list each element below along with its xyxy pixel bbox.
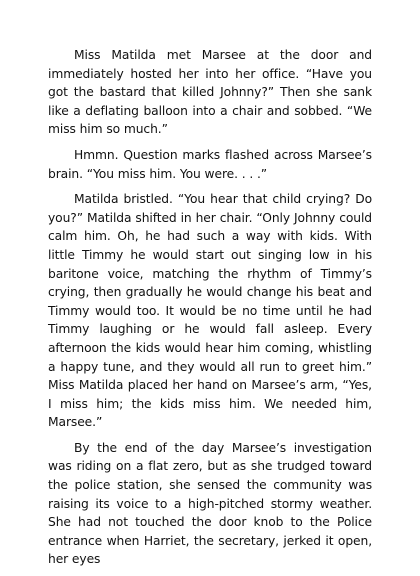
document-page bbox=[48, 46, 372, 576]
paragraph-1: Miss Matilda met Marsee at the door and immediately hosted her into her office. “Have you got the bastard that killed Johnny?” Then she sank like a deflating balloon into a chair and sobbed. “We miss him so much.” bbox=[48, 48, 372, 137]
paragraph-4: By the end of the day Marsee’s investigation was riding on a flat zero, but as she trudged toward the police station, she sensed the community was raising its voice to a high-pitched stormy weather. She had not touched the door knob to the Police entrance when Harriet, the secretary, jerked it open, her eyes bbox=[48, 440, 372, 567]
paragraph-2: Hmmn. Question marks flashed across Marsee’s brain. “You miss him. You were. . . .” bbox=[48, 147, 372, 181]
paragraph-3: Matilda bristled. “You hear that child crying? Do you?” Matilda shifted in her chair. “Only Johnny could calm him. Oh, he had such a way with kids. With little Timmy he would start out singing low in his baritone voice, matching the rhythm of Timmy’s crying, then gradually he would change his beat and Timmy would too. It would be no time until he had Timmy laughing or he would fall asleep. Every afternoon the kids would hear him coming, whistling a happy tune, and they would all run to greet him.” Miss Matilda placed her hand on Marsee’s arm, “Yes, I miss him; the kids miss him. We needed him, Marsee.” bbox=[48, 192, 372, 430]
